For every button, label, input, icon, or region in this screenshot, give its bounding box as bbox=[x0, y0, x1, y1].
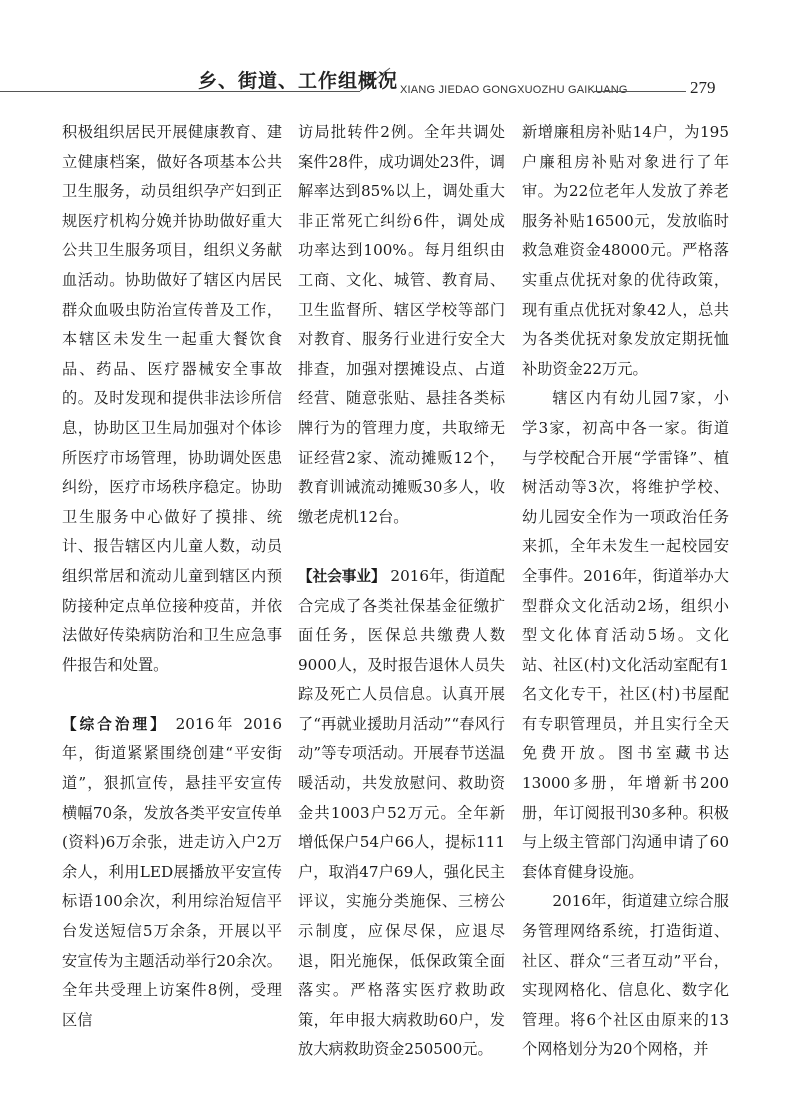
text-column-2 bbox=[298, 118, 505, 1065]
section-heading: 【社会事业】 bbox=[298, 567, 386, 585]
text-column-1 bbox=[62, 118, 282, 1035]
page-header bbox=[0, 0, 805, 110]
section-title: 乡、街道、工作组概况 bbox=[198, 70, 399, 92]
paragraph-text: 2016年 2016年，街道紧紧围绕创建“平安街道”，狠抓宣传，悬挂平安宣传横幅70条，发放各类平安宣传单(资料)6万余张，进走访入户2万余人，利用LED展播放平安宣传标语100余次，利用综治短信平台发送短信5万余条，开展以平安宣传为主题活动举行20余次。全年共受理上访案件8例，受理区信 bbox=[62, 714, 282, 1029]
section-heading: 【综合治理】 bbox=[62, 715, 168, 733]
paragraph: 访局批转件2例。全年共调处案件28件，成功调处23件，调解率达到85%以上，调处重大非正常死亡纠纷6件，调处成功率达到100%。每月组织由工商、文化、城管、教育局、卫生监督所、辖区学校等部门对教育、服务行业进行安全大排查，加强对摆摊设点、占道经营、随意张贴、悬挂各类标牌行为的管理力度，共取缔无证经营2家、流动摊贩12个，教育训诫流动摊贩30多人，收缴老虎机12台。 bbox=[298, 123, 505, 526]
section-title-pinyin: XIANG JIEDAO GONGXUOZHU GAIKUANG bbox=[400, 84, 628, 96]
page-number: 279 bbox=[690, 78, 716, 97]
paragraph-social-affairs bbox=[298, 562, 505, 1065]
paragraph: 2016年，街道建立综合服务管理网络系统，打造街道、社区、群众“三者互动”平台，实现网格化、信息化、数字化管理。将6个社区由原来的13个网格划分为20个网格，并 bbox=[522, 892, 729, 1059]
header-rule-right bbox=[594, 91, 686, 92]
paragraph: 积极组织居民开展健康教育、建立健康档案，做好各项基本公共卫生服务，动员组织孕产妇到正规医疗机构分娩并协助做好重大公共卫生服务项目，组织义务献血活动。协助做好了辖区内居民群众血吸虫防治宣传普及工作，本辖区未发生一起重大餐饮食品、药品、医疗器械安全事故的。及时发现和提供非法诊所信息，协助区卫生局加强对个体诊所医疗市场管理，协助调处医患纠纷，医疗市场秩序稳定。协助卫生服务中心做好了摸排、统计、报告辖区内儿童人数，动员组织常居和流动儿童到辖区内预防接种定点单位接种疫苗，并依法做好传染病防治和卫生应急事件报告和处置。 bbox=[62, 123, 282, 674]
paragraph: 辖区内有幼儿园7家，小学3家，初高中各一家。街道与学校配合开展“学雷锋”、植树活动等3次，将维护学校、幼儿园安全作为一项政治任务来抓，全年未发生一起校园安全事件。2016年，街道举办大型群众文化活动2场，组织小型文化体育活动5场。文化站、社区(村)文化活动室配有1名文化专干，社区(村)书屋配有专职管理员，并且实行全天免费开放。图书室藏书达13000多册，年增新书200册，年订阅报刊30多种。积极与上级主管部门沟通申请了60套体育健身设施。 bbox=[522, 389, 729, 881]
paragraph-text: 2016年，街道配合完成了各类社保基金征缴扩面任务，医保总共缴费人数9000人，及时报告退休人员失踪及死亡人员信息。认真开展了“再就业援助月活动”“春风行动”等专项活动。开展春节送温暖活动，共发放慰问、救助资金共1003户52万元。全年新增低保户54户66人，提标111户，取消47户69人，强化民主评议，实施分类施保、三榜公示制度，应保尽保，应退尽退，阳光施保，低保政策全面落实。严格落实医疗救助政策，年申报大病救助60户，发放大病救助资金250500元。 bbox=[298, 566, 505, 1059]
paragraph: 新增廉租房补贴14户，为195户廉租房补贴对象进行了年审。为22位老年人发放了养老服务补贴16500元，发放临时救急难资金48000元。严格落实重点优抚对象的优待政策，现有重点优抚对象42人，总共为各类优抚对象发放定期抚恤补助资金22万元。 bbox=[522, 123, 729, 378]
text-column-3 bbox=[522, 118, 729, 1065]
paragraph-comprehensive-governance bbox=[62, 710, 282, 1036]
